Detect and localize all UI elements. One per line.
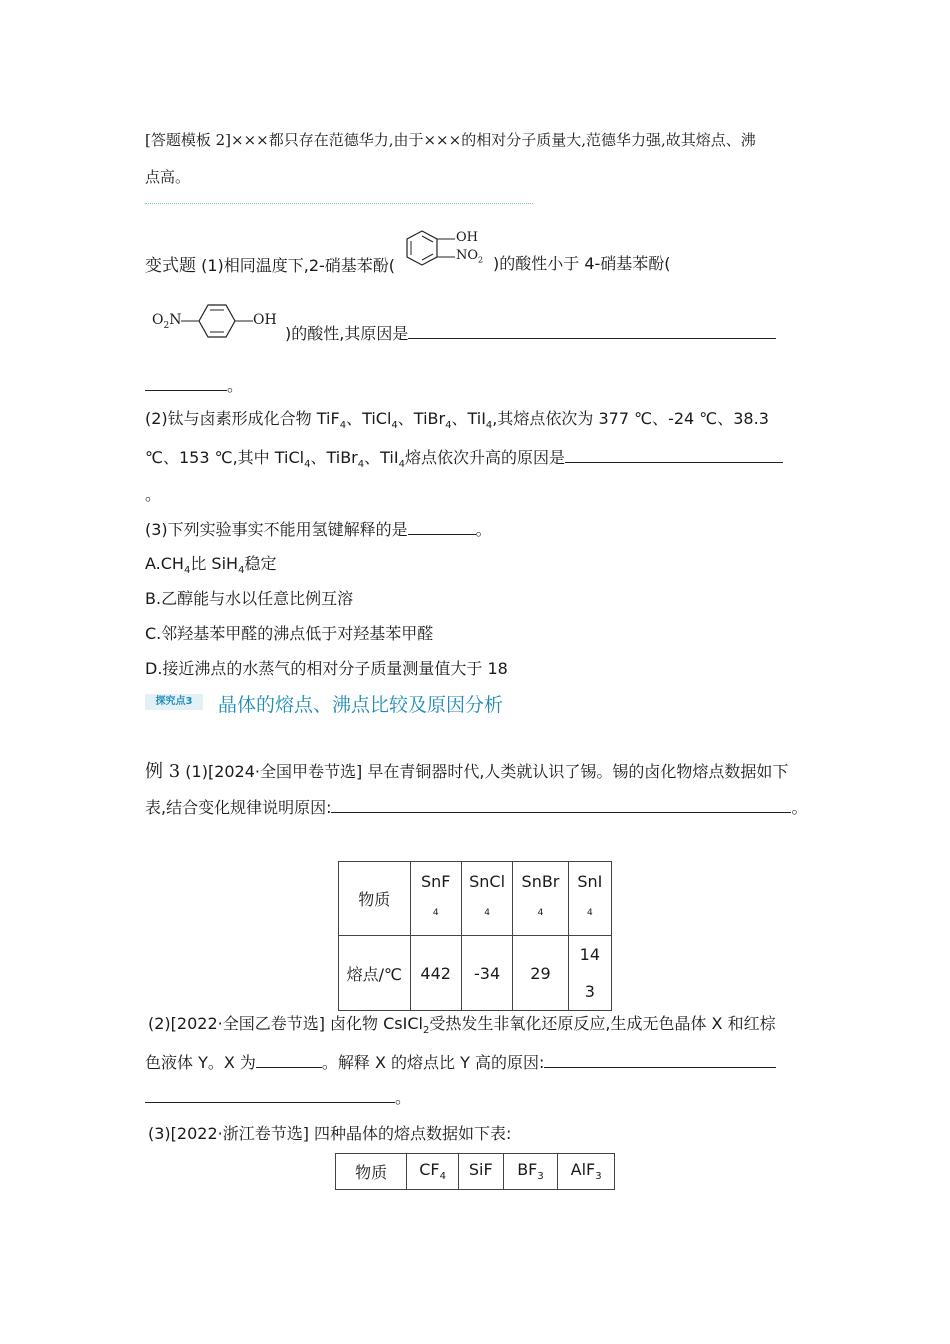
answer-blank-q1-cont[interactable] — [145, 372, 227, 391]
variant-q1-end: 。 — [145, 372, 243, 396]
example3-p3: (3)[2022·浙江卷节选] 四种晶体的熔点数据如下表: — [148, 1124, 512, 1143]
example3-line2: 表,结合变化规律说明原因: 。 — [145, 794, 808, 818]
crystal-melting-table — [335, 1153, 615, 1190]
table2-compound-alf3: AlF$_3$ — [558, 1154, 615, 1190]
table1-header-label: 物质 — [339, 862, 411, 936]
option-d: D.接近沸点的水蒸气的相对分子质量测量值大于 18 — [145, 659, 508, 678]
answer-blank-q3[interactable] — [408, 516, 476, 535]
section-title: 晶体的熔点、沸点比较及原因分析 — [218, 694, 504, 716]
oh-para-label: OH — [253, 312, 277, 328]
no2-group-label: $NO_2$ — [456, 248, 484, 265]
answer-blank-q1[interactable] — [408, 320, 776, 339]
answer-blank-ex3-2[interactable] — [544, 1049, 776, 1068]
table1-compound-snf4: SnF 4 — [410, 862, 461, 936]
example3-line1: 例 3 (1)[2024·全国甲卷节选] 早在青铜器时代,人类就认识了锡。锡的卤化物熔点数据如下 — [145, 761, 789, 782]
option-a: $A.CH_4$比 SiH$_4$稳定 — [145, 554, 277, 577]
table2-compound-sif: SiF — [458, 1154, 503, 1190]
variant-label: 变式题 — [145, 256, 196, 276]
table1-value-sni4: 14 3 — [568, 936, 611, 1011]
variant-q1-text-b: )的酸性小于 4-硝基苯酚( — [493, 254, 671, 273]
o2n-group-label: $O_2N$ — [152, 312, 182, 331]
table1-compound-snbr4: SnBr 4 — [513, 862, 568, 936]
table1-value-snbr4: 29 — [513, 936, 568, 1011]
dotted-divider — [145, 203, 533, 204]
variant-q1-text-c: )的酸性,其原因是 — [285, 320, 776, 344]
table1-compound-sncl4: SnCl 4 — [461, 862, 512, 936]
template-line-2: 点高。 — [145, 168, 191, 186]
4-nitrophenol-structure — [152, 302, 282, 340]
table1-value-sncl4: -34 — [461, 936, 512, 1011]
oh-group-label: OH — [456, 230, 478, 245]
variant-q3: (3)下列实验事实不能用氢键解释的是 。 — [145, 516, 492, 540]
table2-compound-cf4: $CF_4$ — [407, 1154, 459, 1190]
table1-compound-sni4: SnI 4 — [568, 862, 611, 936]
variant-q2-end: 。 — [145, 485, 162, 504]
variant-q1-text-a: (1)相同温度下,2-硝基苯酚( — [201, 256, 396, 275]
answer-blank-q2[interactable] — [565, 444, 783, 463]
variant-q2-line1: (2)钛与卤素形成化合物 TiF$_4$、TiCl$_4$、TiBr$_4$、TiI$_4$,其熔点依次为 377 ℃、-24 ℃、38.3 — [145, 409, 769, 432]
example3-p2-line2: 色液体 Y。X 为 。解释 X 的熔点比 Y 高的原因: — [145, 1049, 776, 1073]
template-line-1: [答题模板 2]×××都只存在范德华力,由于×××的相对分子质量大,范德华力强,故其熔点、沸 — [145, 131, 756, 149]
variant-q1-line1 — [145, 251, 395, 276]
example3-p2-end: 。 — [145, 1084, 411, 1108]
answer-blank-ex3-1[interactable] — [331, 794, 791, 813]
table2-header-label: 物质 — [336, 1154, 407, 1190]
2-nitrophenol-structure — [405, 229, 495, 273]
example3-p2-line1: (2)[2022·全国乙卷节选] 卤化物 CsICl$_2$受热发生非氧化还原反应,生成无色晶体 X 和红棕 — [148, 1014, 776, 1037]
option-b: B.乙醇能与水以任意比例互溶 — [145, 589, 354, 608]
answer-blank-x[interactable] — [256, 1049, 322, 1068]
benzene-ring-para-icon — [181, 302, 255, 340]
option-c: C.邻羟基苯甲醛的沸点低于对羟基苯甲醛 — [145, 624, 434, 643]
answer-blank-ex3-2-cont[interactable] — [145, 1084, 395, 1103]
table1-value-snf4: 442 — [410, 936, 461, 1011]
tin-halide-table — [338, 861, 612, 1011]
table1-row-label: 熔点/℃ — [339, 936, 411, 1011]
table2-compound-bf3: $BF_3$ — [503, 1154, 558, 1190]
example3-label: 例 3 — [145, 761, 181, 782]
section-tag: 探究点3 — [145, 694, 203, 710]
variant-q2-line2: ℃、153 ℃,其中 TiCl$_4$、TiBr$_4$、TiI$_4$熔点依次升高的原因是 — [145, 444, 783, 470]
